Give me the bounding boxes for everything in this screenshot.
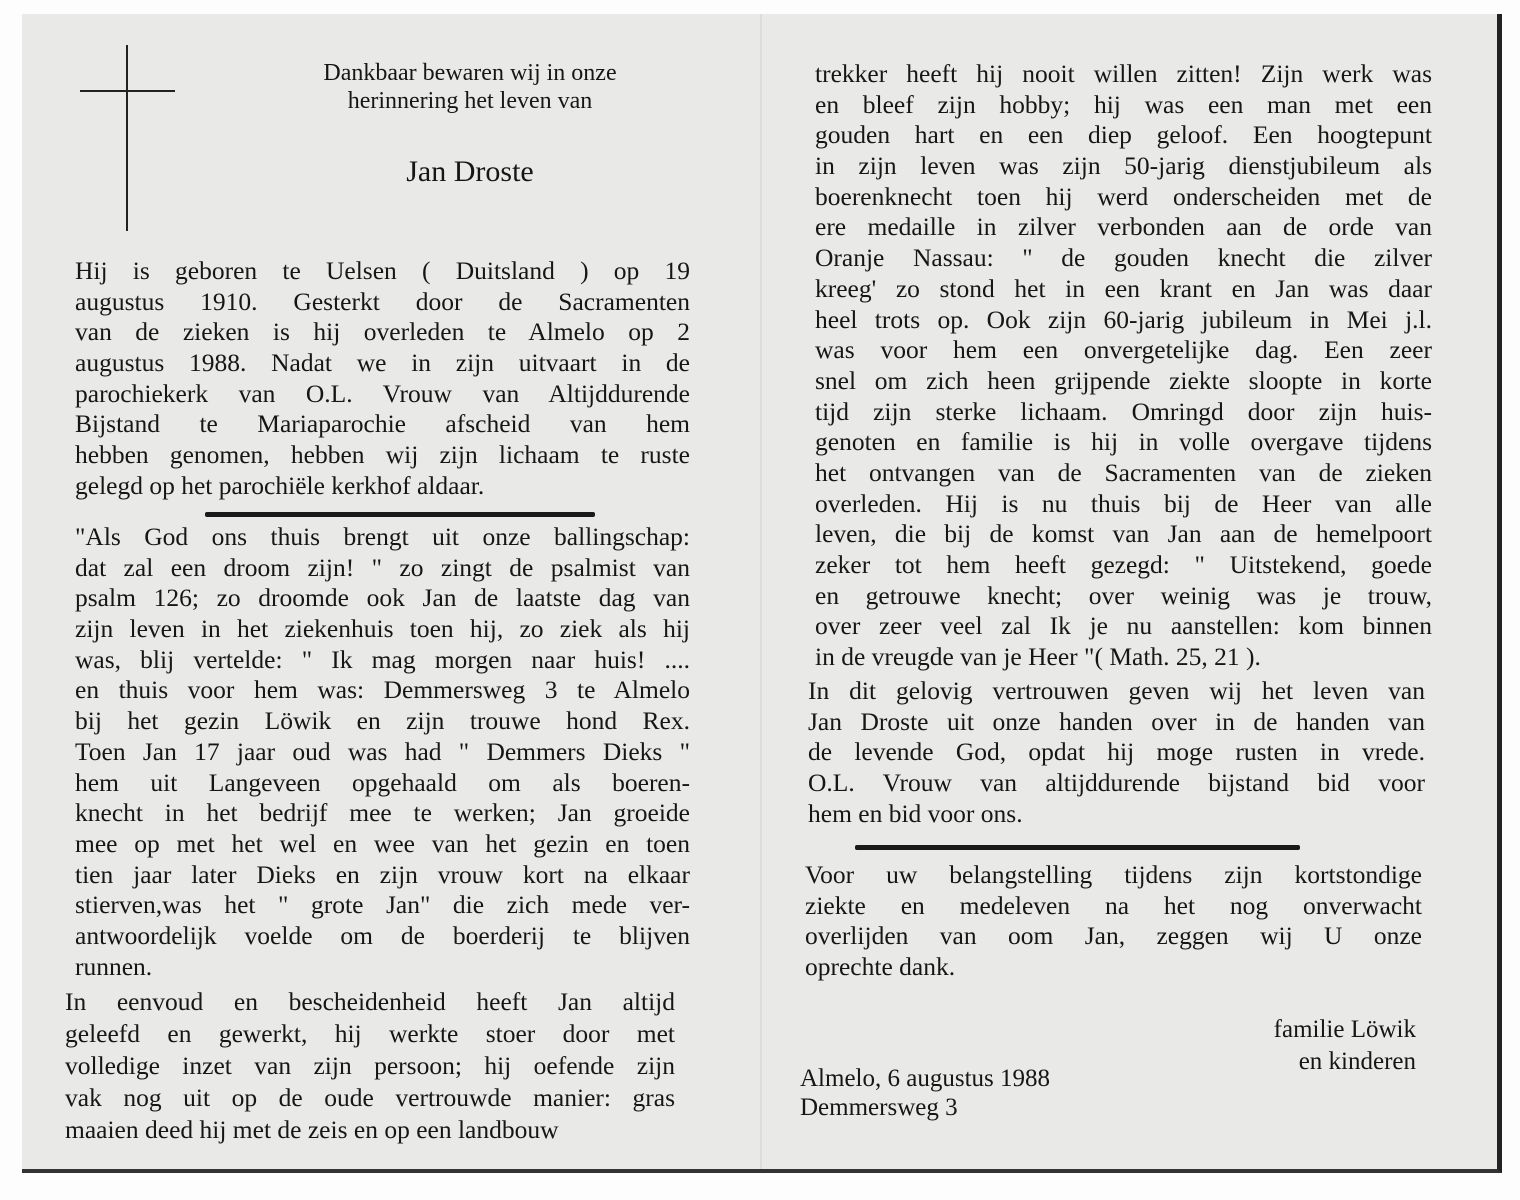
text-line: en getrouwe knecht; over weinig was je trouw, xyxy=(815,580,1432,610)
text-line: en bleef zijn hobby; hij was een man met een xyxy=(815,89,1432,119)
text-line: was voor hem een onvergetelijke dag. Een zeer xyxy=(815,335,1432,365)
text-line: ziekte en medeleven na het nog onverwacht xyxy=(805,890,1422,920)
text-line: hem uit Langeveen opgehaald om als boeren- xyxy=(75,767,690,797)
text-line: bij het gezin Löwik en zijn trouwe hond Rex. xyxy=(75,706,690,736)
text-line: dat zal een droom zijn! " zo zingt de psalmist van xyxy=(75,552,690,582)
text-line: In dit gelovig vertrouwen geven wij het leven van xyxy=(808,676,1425,705)
text-line: psalm 126; zo droomde ook Jan de laatste dag van xyxy=(75,583,690,613)
text-line: Toen Jan 17 jaar oud was had " Demmers Dieks " xyxy=(75,736,690,766)
text-line: tien jaar later Dieks en zijn vrouw kort na elkaar xyxy=(75,859,690,889)
text-line: geleefd en gewerkt, hij werkte stoer door met xyxy=(65,1019,675,1048)
text-line: Voor uw belangstelling tijdens zijn kortstondige xyxy=(805,860,1422,889)
text-line: zeker tot hem heeft gezegd: " Uitstekend, goede xyxy=(815,550,1432,579)
text-line: hebben genomen, hebben wij zijn lichaam te ruste xyxy=(75,440,690,470)
text-line: het ontvangen van de Sacramenten van de zieken xyxy=(815,457,1432,487)
text-line: Jan Droste uit onze handen over in de handen van xyxy=(808,706,1425,736)
text-line: maaien deed hij met de zeis en op een landbouw xyxy=(65,1115,559,1144)
text-line: hem en bid voor ons. xyxy=(808,798,1023,828)
header-line-1: Dankbaar bewaren wij in onze xyxy=(323,60,617,86)
paragraph-continued xyxy=(815,59,1432,673)
text-line: trekker heeft hij nooit willen zitten! Zijn werk was xyxy=(815,59,1432,88)
text-line: over zeer veel zal Ik je nu aanstellen: kom binnen xyxy=(815,611,1432,641)
text-line: stierven,was het " grote Jan" die zich mede ver- xyxy=(75,890,690,920)
place-date xyxy=(800,1064,1050,1122)
text-line: augustus 1988. Nadat we in zijn uitvaart in de xyxy=(75,348,690,378)
text-line: snel om zich heen grijpende ziekte sloopte in korte xyxy=(815,365,1432,395)
text-line: "Als God ons thuis brengt uit onze ballingschap: xyxy=(75,522,690,551)
paragraph-work xyxy=(65,986,675,1146)
text-line: was, blij vertelde: " Ik mag morgen naar huis! .... xyxy=(75,644,690,674)
text-line: boerenknecht toen hij werd onderscheiden met de xyxy=(815,181,1432,211)
text-line: in de vreugde van je Heer "( Math. 25, 21 ). xyxy=(815,642,1261,672)
divider-left xyxy=(205,512,595,517)
text-line: knecht in het bedrijf mee te werken; Jan groeide xyxy=(75,798,690,828)
text-line: antwoordelijk voelde om de boerderij te blijven xyxy=(75,920,690,950)
text-line: leven, die bij de komst van Jan aan de hemelpoort xyxy=(815,519,1432,549)
text-line: Bijstand te Mariaparochie afscheid van hem xyxy=(75,409,690,439)
text-line: overlijden van oom Jan, zeggen wij U onze xyxy=(805,921,1422,951)
paragraph-faith xyxy=(808,676,1425,829)
text-line: Hij is geboren te Uelsen ( Duitsland ) op 19 xyxy=(75,256,690,285)
text-line: gouden hart en een diep geloof. Een hoogtepunt xyxy=(815,120,1432,150)
cross-icon-bar xyxy=(80,90,175,92)
text-line: ere medaille in zilver verbonden aan de orde van xyxy=(815,212,1432,242)
text-line: O.L. Vrouw van altijddurende bijstand bid voor xyxy=(808,768,1425,798)
text-line: volledige inzet van zijn persoon; hij oefende zijn xyxy=(65,1051,675,1080)
text-line: tijd zijn sterke lichaam. Omringd door zijn huis- xyxy=(815,396,1432,426)
text-line: Oranje Nassau: " de gouden knecht die zilver xyxy=(815,243,1432,273)
signature-line-1: familie Löwik xyxy=(1273,1016,1416,1043)
text-line: in zijn leven was zijn 50-jarig dienstjubileum als xyxy=(815,151,1432,181)
text-line: augustus 1910. Gesterkt door de Sacramenten xyxy=(75,286,690,316)
text-line: de levende God, opdat hij moge rusten in vrede. xyxy=(808,737,1425,767)
signature xyxy=(1150,1014,1416,1078)
divider-right xyxy=(855,845,1300,850)
text-line: vak nog uit op de oude vertrouwde manier: gras xyxy=(65,1083,675,1112)
header-line-2: herinnering het leven van xyxy=(347,88,593,114)
text-line: van de zieken is hij overleden te Almelo op 2 xyxy=(75,317,690,347)
address-line: Demmersweg 3 xyxy=(800,1094,958,1121)
text-line: zijn leven in het ziekenhuis toen hij, zo ziek als hij xyxy=(75,614,690,644)
paragraph-birth-death xyxy=(75,256,690,502)
text-line: gelegd op het parochiële kerkhof aldaar. xyxy=(75,470,485,500)
text-line: heel trots op. Ook zijn 60-jarig jubileum in Mei j.l. xyxy=(815,304,1432,334)
text-line: In eenvoud en bescheidenheid heeft Jan altijd xyxy=(65,987,675,1016)
text-line: parochiekerk van O.L. Vrouw van Altijddurende xyxy=(75,378,690,408)
signature-line-2: en kinderen xyxy=(1298,1048,1416,1075)
center-fold xyxy=(760,14,762,1169)
deceased-name: Jan Droste xyxy=(406,155,534,188)
cross-icon xyxy=(126,45,128,231)
text-line: genoten en familie is hij in volle overgave tijdens xyxy=(815,427,1432,457)
text-line: overleden. Hij is nu thuis bij de Heer van alle xyxy=(815,488,1432,518)
text-line: kreeg' zo stond het in een krant en Jan was daar xyxy=(815,273,1432,303)
paragraph-thanks xyxy=(805,860,1422,983)
paragraph-life-story xyxy=(75,522,690,982)
text-line: en thuis voor hem was: Demmersweg 3 te Almelo xyxy=(75,675,690,705)
place-date-line: Almelo, 6 augustus 1988 xyxy=(800,1065,1050,1092)
text-line: oprechte dank. xyxy=(805,952,956,982)
text-line: runnen. xyxy=(75,951,153,981)
text-line: mee op met het wel en wee van het gezin en toen xyxy=(75,828,690,858)
